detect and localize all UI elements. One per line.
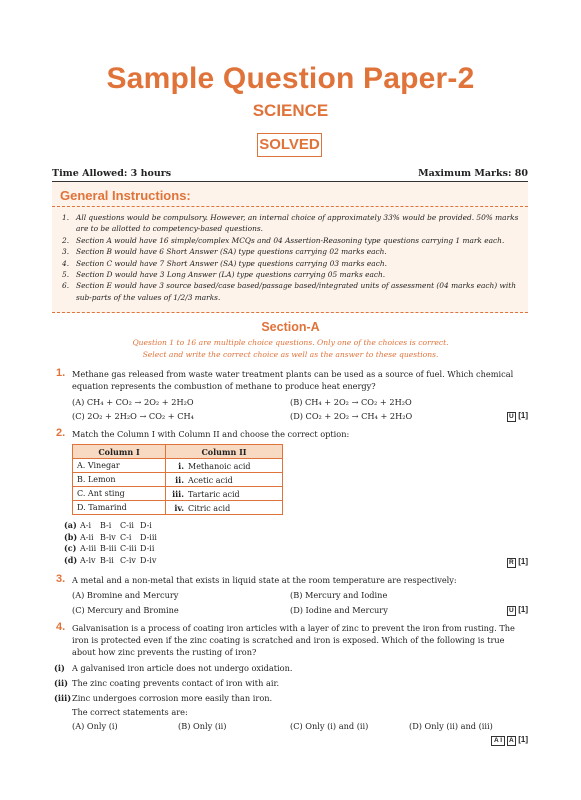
column-2-header: Column II bbox=[166, 445, 283, 459]
understanding-badge: U bbox=[507, 606, 517, 616]
marks-label: R [1] bbox=[507, 556, 528, 568]
statement-2: (ii) The zinc coating prevents contact of iron with air. bbox=[54, 678, 280, 688]
table-row: B. Lemon ii. Acetic acid bbox=[73, 473, 283, 487]
marks-label: U [1] bbox=[507, 604, 528, 616]
question-number: 4. bbox=[56, 621, 66, 633]
remembering-badge: R bbox=[507, 558, 517, 568]
option-b: (B) Mercury and Iodine bbox=[290, 590, 388, 600]
question-text: Galvanisation is a process of coating iron articles with a layer of zinc to prevent the iron from rusting. The iron is protected even if the zinc coating is scratched and iron is exposed. Which of the following is true about how zinc prevents the rusting of iron? bbox=[72, 623, 515, 657]
option-b: (b) A-ii B-iv C-i D-iii bbox=[64, 531, 157, 542]
column-1-header: Column I bbox=[73, 445, 166, 459]
option-a: (A) CH₄ + CO₂ → 2O₂ + 2H₂O bbox=[72, 397, 194, 407]
question-4 bbox=[52, 622, 528, 752]
question-text: A metal and a non-metal that exists in liquid state at the room temperature are respectively: bbox=[72, 575, 457, 585]
instruction-item: 4. Section C would have 7 Short Answer (SA) type questions carrying 03 marks each. bbox=[62, 258, 387, 268]
option-c: (C) Only (i) and (ii) bbox=[290, 721, 369, 731]
option-d: (D) CO₂ + 2O₂ → CH₄ + 2H₂O bbox=[290, 411, 413, 421]
marks-label: A I A [1] bbox=[491, 734, 528, 746]
question-2-marks-row bbox=[52, 556, 528, 568]
question-text: Methane gas released from waste water treatment plants can be used as a source of fuel. Which chemical equation represents the combustion of methane to produce heat energy? bbox=[72, 369, 514, 391]
statement-1: (i) A galvanised iron article does not undergo oxidation. bbox=[54, 663, 293, 673]
understanding-badge: U bbox=[507, 412, 517, 422]
analysis-badge: A I bbox=[491, 736, 504, 746]
option-a: (A) Only (i) bbox=[72, 721, 118, 731]
instructions-heading: General Instructions: bbox=[60, 188, 191, 203]
instruction-item: 3. Section B would have 6 Short Answer (SA) type questions carrying 02 marks each. bbox=[62, 247, 387, 257]
table-row: A. Vinegar i. Methanoic acid bbox=[73, 459, 283, 473]
option-d: (D) Iodine and Mercury bbox=[290, 605, 388, 615]
question-text: Match the Column I with Column II and choose the correct option: bbox=[72, 429, 350, 439]
option-b: (B) CH₄ + 2O₂ → CO₂ + 2H₂O bbox=[290, 397, 412, 407]
dashed-divider bbox=[52, 206, 528, 207]
option-c: (C) 2O₂ + 2H₂O → CO₂ + CH₄ bbox=[72, 411, 194, 421]
instruction-item: 1. All questions would be compulsory. However, an internal choice of approximately 33% would be provided. 50% marks are to be allotted to competency-based questions. bbox=[62, 213, 519, 234]
subject-heading: SCIENCE bbox=[252, 101, 329, 120]
question-number: 2. bbox=[56, 427, 66, 439]
instructions-list bbox=[62, 212, 522, 303]
option-d: (D) Only (ii) and (iii) bbox=[409, 721, 493, 731]
section-a-note: Question 1 to 16 are multiple choice questions. Only one of the choices is correct. Select and write the correct choice as well as the answer to these questions. bbox=[132, 338, 449, 359]
table-row: D. Tamarind iv. Citric acid bbox=[73, 501, 283, 515]
option-a: (A) Bromine and Mercury bbox=[72, 590, 179, 600]
general-instructions-box bbox=[52, 182, 528, 313]
solved-badge: SOLVED bbox=[257, 133, 322, 157]
question-2 bbox=[52, 428, 528, 440]
question-number: 3. bbox=[56, 573, 66, 585]
match-table bbox=[72, 444, 283, 515]
marks-label: U [1] bbox=[507, 410, 528, 422]
option-d: (d) A-iv B-ii C-iv D-iv bbox=[64, 554, 157, 565]
instruction-item: 2. Section A would have 16 simple/complex MCQs and 04 Assertion-Reasoning type questions carrying 1 mark each. bbox=[62, 235, 505, 245]
question-number: 1. bbox=[56, 367, 66, 379]
question-1 bbox=[52, 368, 528, 424]
option-a: (a) A-i B-i C-ii D-i bbox=[64, 520, 152, 530]
table-row: C. Ant sting iii. Tartaric acid bbox=[73, 487, 283, 501]
paper-title: Sample Question Paper-2 bbox=[106, 62, 475, 95]
instruction-item: 5. Section D would have 3 Long Answer (LA) type questions carrying 05 marks each. bbox=[62, 270, 386, 280]
statement-3: (iii)Zinc undergoes corrosion more easily than iron. bbox=[54, 693, 273, 703]
time-allowed: Time Allowed: 3 hours bbox=[52, 168, 172, 179]
application-badge: A bbox=[507, 736, 517, 746]
maximum-marks: Maximum Marks: 80 bbox=[418, 168, 528, 179]
question-3 bbox=[52, 574, 528, 618]
option-c: (c) A-iii B-iii C-iii D-ii bbox=[64, 543, 155, 554]
statement-lead: The correct statements are: bbox=[72, 707, 188, 717]
option-c: (C) Mercury and Bromine bbox=[72, 605, 179, 615]
section-a-title: Section-A bbox=[261, 320, 320, 334]
option-b: (B) Only (ii) bbox=[178, 721, 227, 731]
instruction-item: 6. Section E would have 3 source based/case based/passage based/integrated units of assessment (04 marks each) with sub-parts of the values of 1/2/3 marks. bbox=[62, 281, 516, 302]
